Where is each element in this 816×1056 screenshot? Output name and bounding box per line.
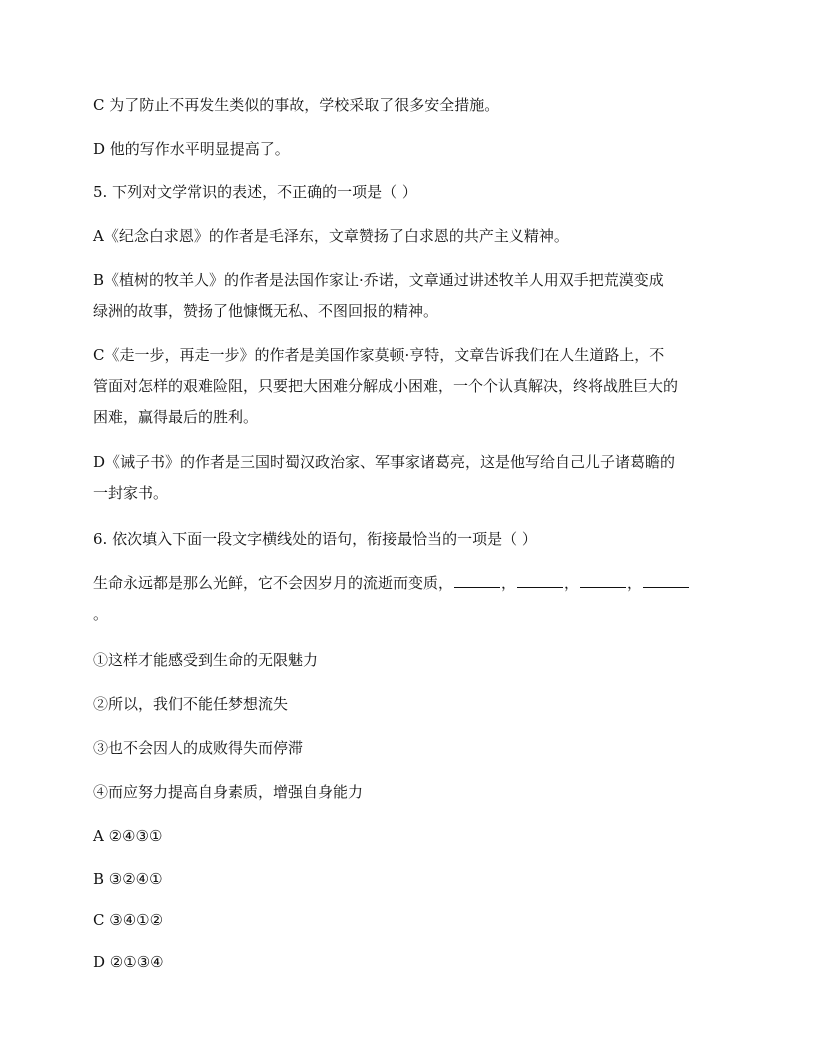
option-d-line-2: 一封家书。 <box>93 484 169 502</box>
sentence-2: ②所以，我们不能任梦想流失 <box>93 695 289 713</box>
blank-separator: ， <box>627 574 643 592</box>
question-6-option-c: C ③④①② <box>93 911 164 929</box>
option-c-line-3: 困难，赢得最后的胜利。 <box>93 408 259 426</box>
option-b-line-1: B《植树的牧羊人》的作者是法国作家让·乔诺，文章通过讲述牧羊人用双手把荒漠变成 <box>93 271 664 289</box>
blank-separator: ， <box>564 574 580 592</box>
option-b-line-2: 绿洲的故事，赞扬了他慷慨无私、不图回报的精神。 <box>93 302 439 320</box>
question-5-stem: 5. 下列对文学常识的表述，不正确的一项是（ ） <box>93 183 417 201</box>
passage-text: 生命永远都是那么光鲜，它不会因岁月的流逝而变质， <box>93 574 454 592</box>
question-6-option-b: B ③②④① <box>93 870 163 888</box>
question-6-option-a: A ②④③① <box>93 827 163 845</box>
sentence-1: ①这样才能感受到生命的无限魅力 <box>93 651 319 669</box>
option-d-prev-question: D 他的写作水平明显提高了。 <box>93 140 290 158</box>
question-6-passage <box>93 568 723 630</box>
blank-2 <box>517 573 563 588</box>
blank-4 <box>643 573 689 588</box>
passage-line-2: 。 <box>93 605 109 623</box>
question-5-option-a: A《纪念白求恩》的作者是毛泽东，文章赞扬了白求恩的共产主义精神。 <box>93 227 569 245</box>
question-6-stem: 6. 依次填入下面一段文字横线处的语句，衔接最恰当的一项是（ ） <box>93 530 537 548</box>
question-5-option-d <box>93 447 723 509</box>
passage-line-1 <box>93 568 723 599</box>
question-6-option-d: D ②①③④ <box>93 953 164 971</box>
question-5-option-c <box>93 340 723 433</box>
blank-1 <box>454 573 500 588</box>
blank-separator: ， <box>501 574 517 592</box>
sentence-4: ④而应努力提高自身素质，增强自身能力 <box>93 783 364 801</box>
sentence-3: ③也不会因人的成败得失而停滞 <box>93 739 304 757</box>
option-c-line-1: C《走一步，再走一步》的作者是美国作家莫顿·亨特，文章告诉我们在人生道路上，不 <box>93 346 665 364</box>
option-d-line-1: D《诫子书》的作者是三国时蜀汉政治家、军事家诸葛亮，这是他写给自己儿子诸葛瞻的 <box>93 453 676 471</box>
question-5-option-b <box>93 265 723 327</box>
option-c-prev-question: C 为了防止不再发生类似的事故，学校采取了很多安全措施。 <box>93 96 500 114</box>
option-c-line-2: 管面对怎样的艰难险阻，只要把大困难分解成小困难，一个个认真解决，终将战胜巨大的 <box>93 377 679 395</box>
blank-3 <box>580 573 626 588</box>
